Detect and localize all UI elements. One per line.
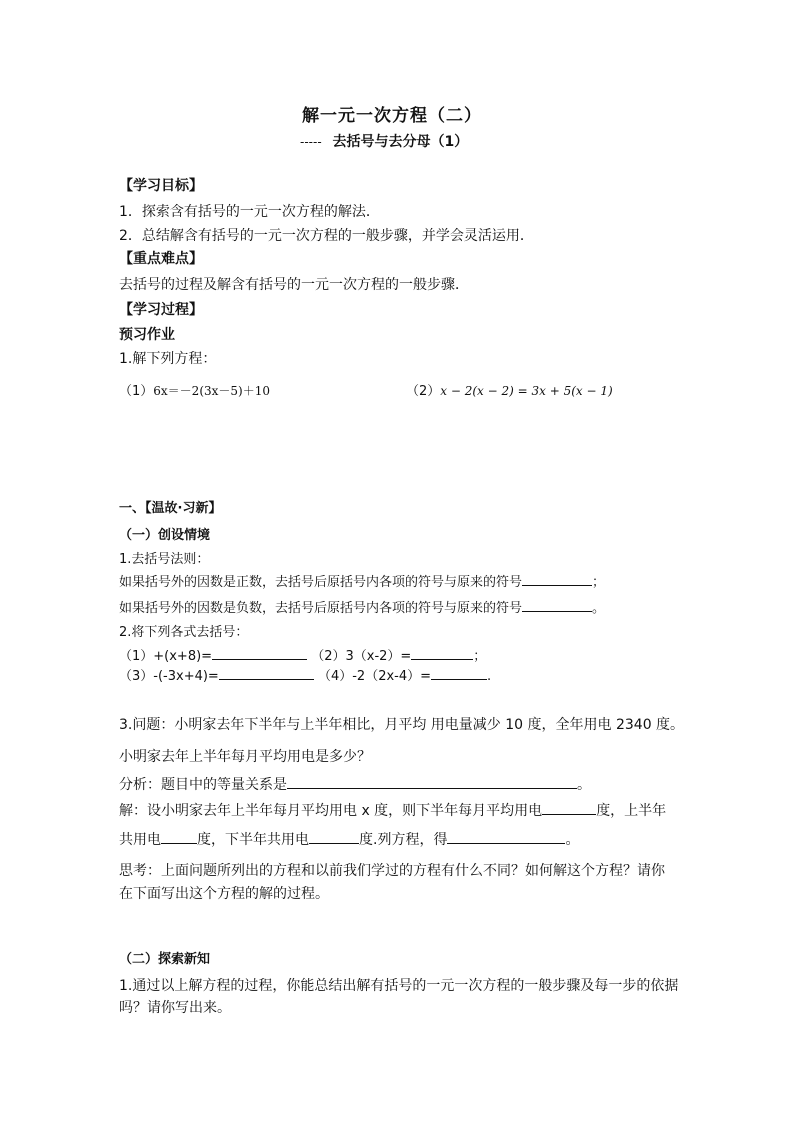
- equation-2-label: （2）: [406, 384, 441, 399]
- difficulty-heading: 【重点难点】: [119, 251, 203, 267]
- review-heading: 一、【温故·习新】: [119, 501, 222, 516]
- answer-blank-first-half-total[interactable]: [161, 830, 197, 844]
- exercise-row-1: [119, 646, 486, 665]
- analysis-text: 分析：题目中的等量关系是: [119, 777, 287, 793]
- answer-blank-exercise-1[interactable]: [212, 646, 307, 660]
- solution-end: 。: [565, 832, 580, 848]
- rule-negative: [119, 598, 605, 617]
- word-problem: 3.问题：小明家去年下半年与上半年相比，月平均 用电量减少 10 度，全年用电 2340 度。: [119, 717, 685, 733]
- rule-positive: [119, 572, 605, 591]
- analysis-end: 。: [577, 777, 591, 793]
- subtitle-text: 去括号与去分母（1）: [332, 134, 469, 150]
- analysis-line: [119, 775, 591, 794]
- rule-title: 1.去括号法则：: [119, 552, 210, 567]
- exercise-4-end: .: [487, 669, 492, 684]
- explore-question-line-1: 1.通过以上解方程的过程，你能总结出解有括号的一元一次方程的一般步骤及每一步的依据: [119, 978, 679, 994]
- solution-text-d: 度，下半年共用电: [197, 832, 309, 848]
- explore-heading: （二）探索新知: [119, 952, 211, 967]
- difficulty-text: 去括号的过程及解含有括号的一元一次方程的一般步骤．: [119, 277, 469, 293]
- rule-positive-text: 如果括号外的因数是正数，去括号后原括号内各项的符号与原来的符号: [119, 575, 523, 590]
- think-line-1: 思考：上面问题所列出的方程和以前我们学过的方程有什么不同？如何解这个方程？请你: [119, 863, 665, 879]
- solution-text-c: 共用电: [119, 832, 161, 848]
- page-subtitle: [300, 131, 468, 151]
- exercise-row-2: [119, 666, 491, 685]
- objective-item-2: 2．总结解含有括号的一元一次方程的一般步骤，并学会灵活运用．: [119, 228, 534, 244]
- solution-text-e: 度.列方程，得: [359, 832, 448, 848]
- answer-blank-exercise-3[interactable]: [219, 666, 314, 680]
- rule-negative-text: 如果括号外的因数是负数，去括号后原括号内各项的符号与原来的符号: [119, 601, 523, 616]
- solution-text-b: 度，上半年: [596, 803, 667, 819]
- rule-positive-end: ；: [592, 575, 606, 590]
- equation-2-expression: x − 2(x − 2) = 3x + 5(x − 1): [440, 384, 613, 398]
- solution-line-1: [119, 801, 666, 820]
- answer-blank-rule-positive[interactable]: [522, 572, 592, 586]
- answer-blank-second-half-total[interactable]: [309, 830, 359, 844]
- word-problem-question: 小明家去年上半年每月平均用电是多少？: [119, 749, 371, 765]
- think-line-2: 在下面写出这个方程的解的过程。: [119, 886, 329, 902]
- answer-blank-exercise-4[interactable]: [431, 666, 487, 680]
- rule-negative-end: 。: [592, 601, 606, 616]
- exercise-1: （1）+(x+8)=: [119, 649, 213, 664]
- answer-blank-equation[interactable]: [447, 830, 565, 844]
- exercise-title: 2.将下列各式去括号：: [119, 625, 249, 640]
- exercise-2: （2）3（x-2）=: [311, 649, 412, 664]
- objectives-heading: 【学习目标】: [119, 178, 203, 194]
- exercise-4: （4）-2（2x-4）=: [317, 669, 432, 684]
- equation-2: [406, 380, 613, 400]
- answer-blank-rule-negative[interactable]: [522, 598, 592, 612]
- equation-1-expression: 6x＝－2(3x－5)＋10: [153, 384, 270, 398]
- equation-1-label: （1）: [119, 384, 154, 399]
- explore-question-line-2: 吗？请你写出来。: [119, 1000, 231, 1016]
- subtitle-dash: -----: [300, 135, 322, 149]
- answer-blank-analysis[interactable]: [287, 775, 577, 789]
- process-heading: 【学习过程】: [119, 302, 203, 318]
- equation-1: [119, 380, 270, 400]
- review-subheading: （一）创设情境: [119, 528, 211, 543]
- exercise-2-end: ；: [473, 649, 487, 664]
- solution-text-a: 解：设小明家去年上半年每月平均用电 x 度，则下半年每月平均用电: [119, 803, 543, 819]
- preview-heading: 预习作业: [119, 327, 175, 343]
- answer-blank-exercise-2[interactable]: [411, 646, 473, 660]
- exercise-3: （3）-(-3x+4)=: [119, 669, 219, 684]
- preview-question-1: 1.解下列方程：: [119, 351, 217, 367]
- page-title: 解一元一次方程（二）: [302, 106, 482, 126]
- solution-line-2: [119, 830, 579, 849]
- answer-blank-second-half-monthly[interactable]: [542, 801, 596, 815]
- objective-item-1: 1．探索含有括号的一元一次方程的解法．: [119, 204, 380, 220]
